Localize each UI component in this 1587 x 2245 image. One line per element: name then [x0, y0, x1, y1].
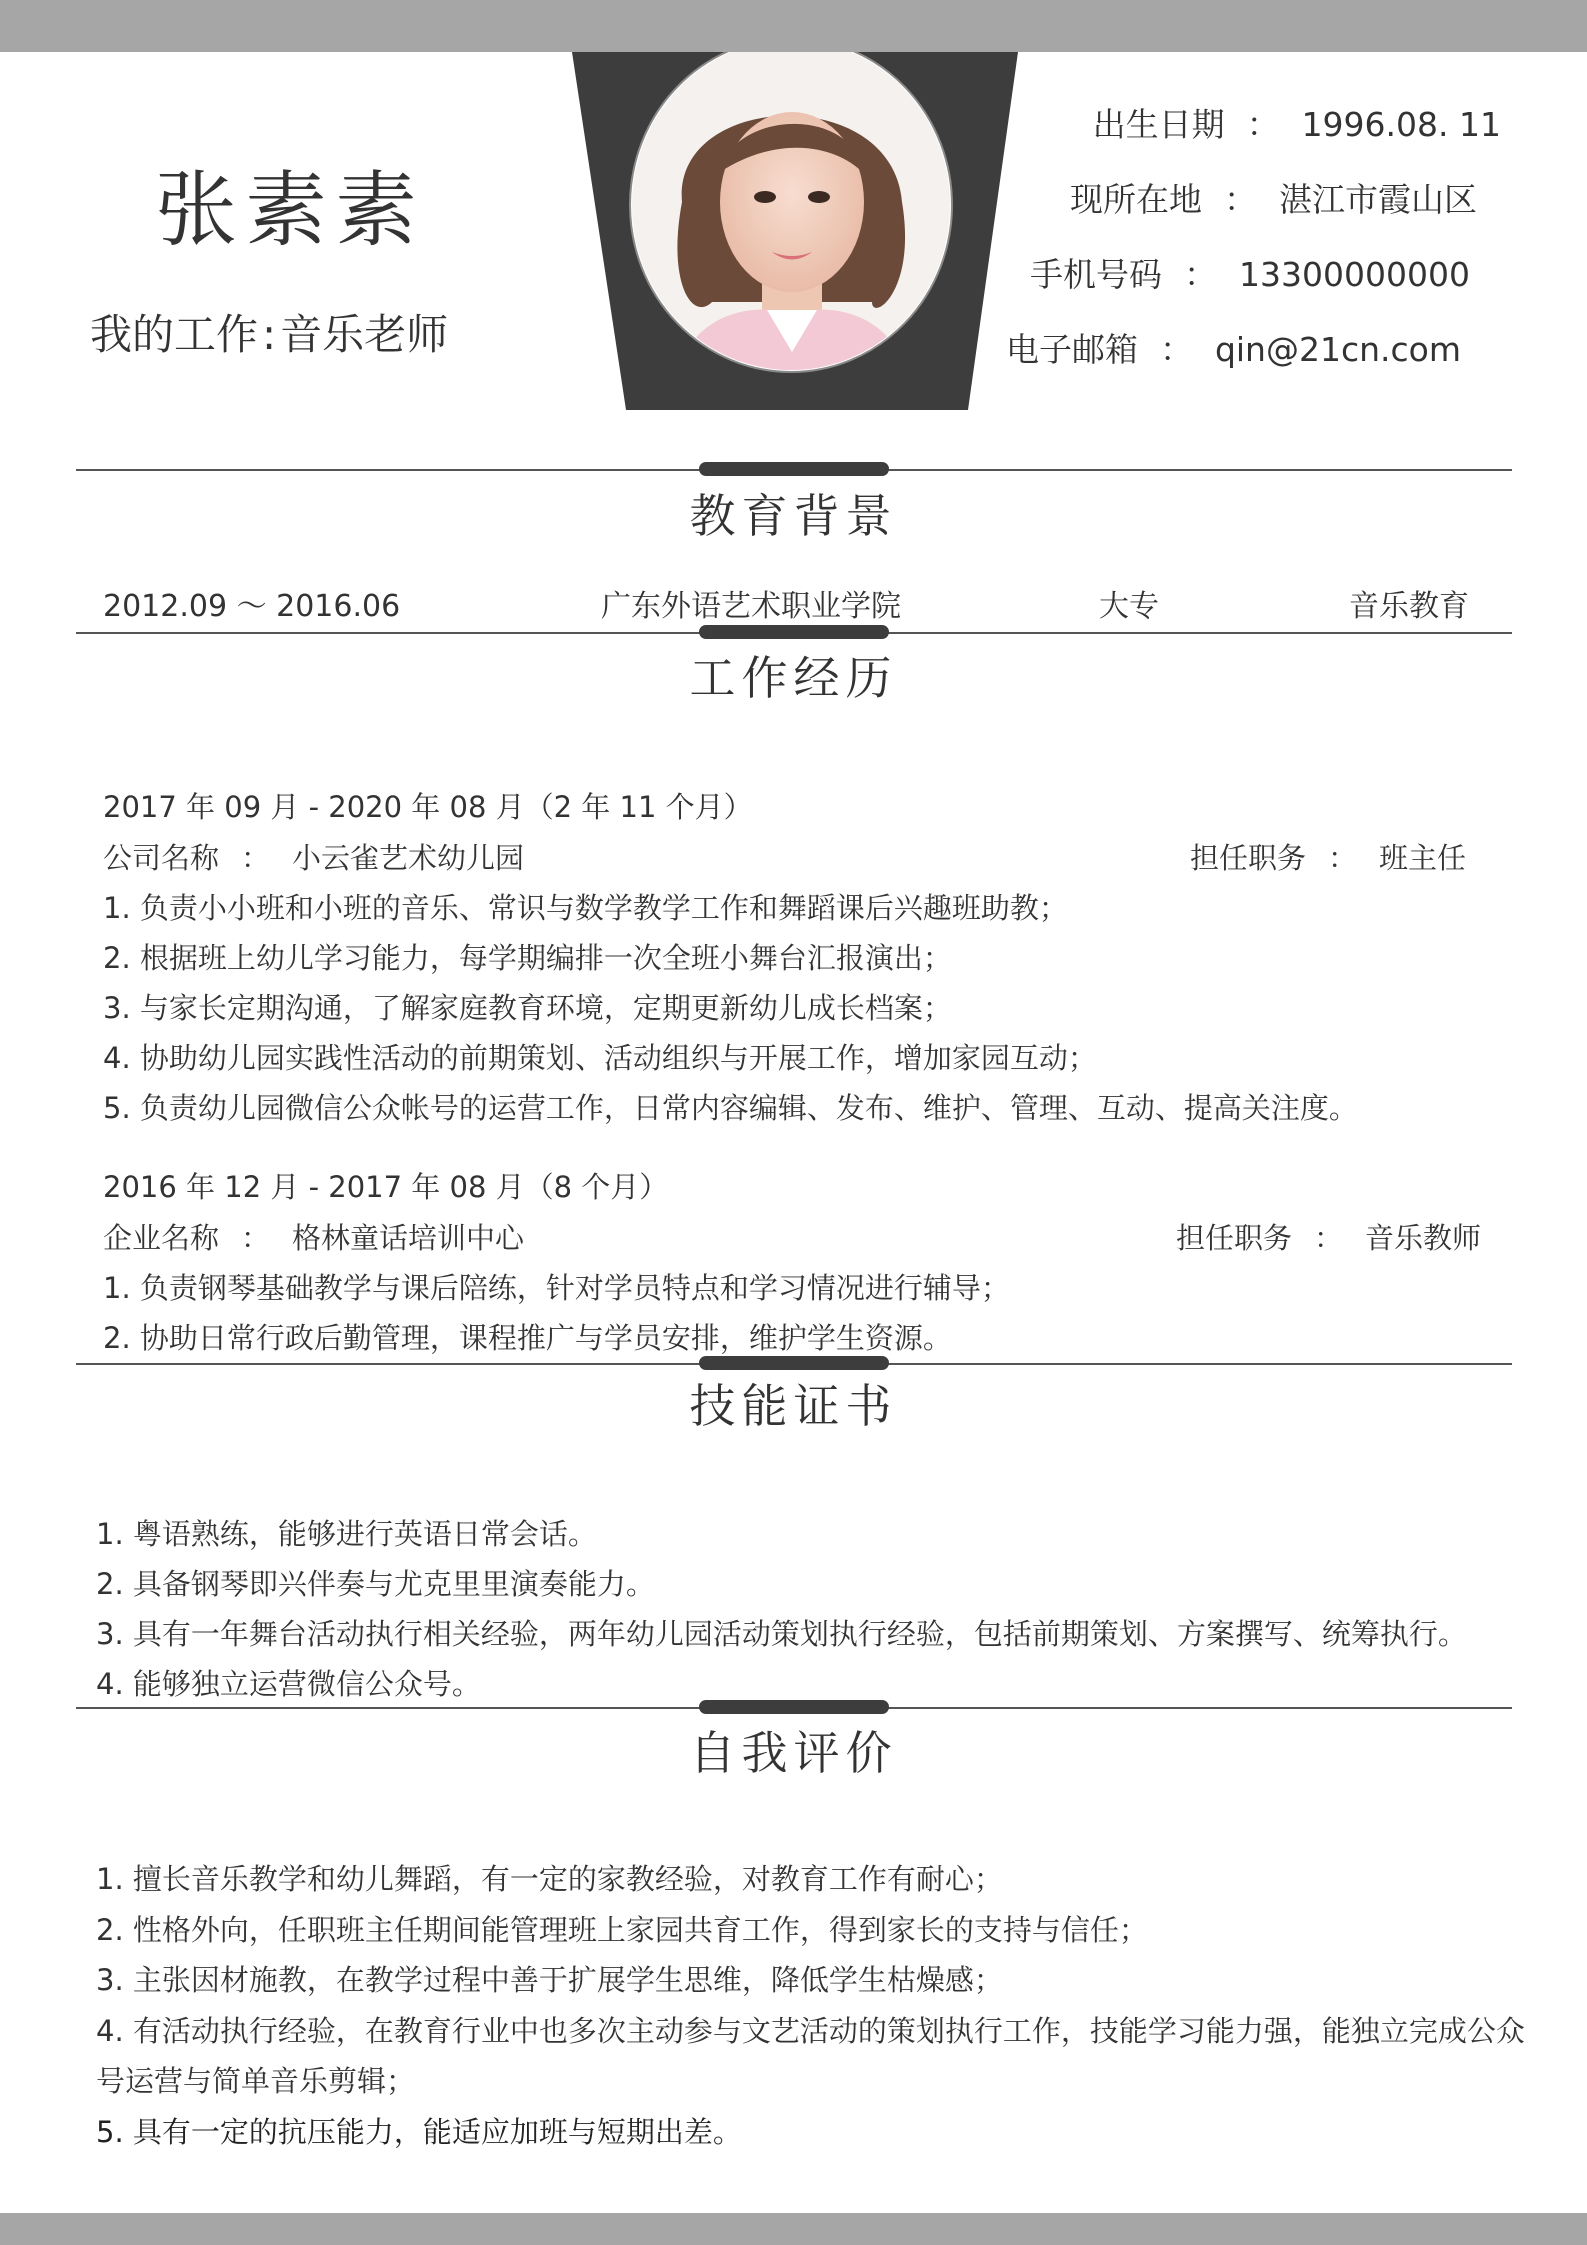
job-1-duty: 2. 根据班上幼儿学习能力，每学期编排一次全班小舞台汇报演出； [103, 941, 952, 975]
job-title [90, 310, 449, 359]
section-tab [699, 462, 889, 476]
job-2-role [1175, 1221, 1481, 1255]
candidate-name: 张素素 [155, 163, 426, 258]
role-label: 担任职务 [1175, 1221, 1292, 1255]
job-2-duty: 2. 协助日常行政后勤管理，课程推广与学员安排，维护学生资源。 [103, 1321, 952, 1355]
job-2-company [103, 1221, 525, 1255]
skill-item: 4. 能够独立运营微信公众号。 [96, 1667, 481, 1701]
job-1-role [1189, 841, 1466, 875]
info-label: 手机号码 [1030, 255, 1163, 294]
self-eval-item: 3. 主张因材施教，在教学过程中善于扩展学生思维，降低学生枯燥感； [96, 1963, 1003, 1997]
company-value: 小云雀艺术幼儿园 [292, 841, 525, 875]
bottom-bar [0, 2213, 1587, 2245]
job-1-duty: 4. 协助幼儿园实践性活动的前期策划、活动组织与开展工作，增加家园互动； [103, 1041, 1097, 1075]
job-1-duty: 3. 与家长定期沟通，了解家庭教育环境，定期更新幼儿成长档案； [103, 991, 952, 1025]
company-label: 企业名称 [103, 1221, 220, 1255]
section-title-work: 工作经历 [689, 651, 898, 705]
info-colon: ： [1246, 105, 1280, 144]
info-colon: ： [1159, 330, 1193, 369]
info-label: 电子邮箱 [1005, 330, 1138, 369]
section-title-education: 教育背景 [689, 489, 898, 543]
company-colon: ： [241, 1221, 271, 1255]
job-1-duty: 5. 负责幼儿园微信公众帐号的运营工作，日常内容编辑、发布、维护、管理、互动、提高关注度。 [103, 1091, 1358, 1125]
info-value: qin@21cn.com [1214, 330, 1461, 369]
job-2-duty: 1. 负责钢琴基础教学与课后陪练，针对学员特点和学习情况进行辅导； [103, 1271, 1010, 1305]
info-label: 现所在地 [1070, 180, 1202, 219]
education-school: 广东外语艺术职业学院 [601, 589, 901, 624]
job-1-period: 2017 年 09 月 - 2020 年 08 月（2 年 11 个月） [103, 790, 753, 824]
education-degree: 大专 [1099, 589, 1159, 624]
role-colon: ： [1327, 841, 1357, 875]
info-label: 出生日期 [1092, 105, 1225, 144]
info-value: 13300000000 [1239, 255, 1470, 294]
info-colon: ： [1224, 180, 1257, 219]
section-tab [699, 1356, 889, 1370]
company-value: 格林童话培训中心 [292, 1221, 525, 1255]
education-period: 2012.09 ～ 2016.06 [103, 589, 401, 624]
role-label: 担任职务 [1189, 841, 1306, 875]
top-bar [0, 0, 1587, 52]
info-location [1070, 180, 1477, 219]
job-value: 音乐老师 [280, 310, 449, 359]
role-value: 音乐教师 [1364, 1221, 1481, 1255]
job-colon: : [262, 310, 277, 359]
skill-item: 2. 具备钢琴即兴伴奏与尤克里里演奏能力。 [96, 1567, 655, 1601]
role-value: 班主任 [1378, 841, 1466, 875]
self-eval-item: 4. 有活动执行经验，在教育行业中也多次主动参与文艺活动的策划执行工作，技能学习能力强，能独立完成公众号运营与简单音乐剪辑； [96, 2014, 1525, 2098]
skill-item: 1. 粤语熟练，能够进行英语日常会话。 [96, 1517, 597, 1551]
section-tab [699, 1700, 889, 1714]
job-label: 我的工作 [90, 310, 259, 359]
section-title-skills: 技能证书 [689, 1379, 898, 1433]
self-eval-item: 5. 具有一定的抗压能力，能适应加班与短期出差。 [96, 2115, 742, 2149]
info-value: 湛江市霞山区 [1279, 180, 1477, 219]
info-phone [1030, 255, 1470, 294]
info-email [1005, 330, 1461, 369]
role-colon: ： [1313, 1221, 1343, 1255]
skill-item: 3. 具有一年舞台活动执行相关经验，两年幼儿园活动策划执行经验，包括前期策划、方案撰写、统筹执行。 [96, 1617, 1467, 1651]
job-1-company [103, 841, 525, 875]
section-title-self-eval: 自我评价 [689, 1726, 898, 1780]
self-eval-item: 2. 性格外向，任职班主任期间能管理班上家园共育工作，得到家长的支持与信任； [96, 1913, 1148, 1947]
company-label: 公司名称 [103, 841, 220, 875]
company-colon: ： [241, 841, 271, 875]
section-tab [699, 625, 889, 639]
self-eval-item: 1. 擅长音乐教学和幼儿舞蹈，有一定的家教经验，对教育工作有耐心； [96, 1862, 1003, 1896]
job-1-duty: 1. 负责小小班和小班的音乐、常识与数学教学工作和舞蹈课后兴趣班助教； [103, 891, 1068, 925]
avatar [572, 52, 1018, 412]
job-2-period: 2016 年 12 月 - 2017 年 08 月（8 个月） [103, 1170, 669, 1204]
info-birthdate [1092, 105, 1501, 144]
education-major: 音乐教育 [1349, 589, 1469, 624]
info-value: 1996.08. 11 [1301, 105, 1501, 144]
info-colon: ： [1184, 255, 1218, 294]
